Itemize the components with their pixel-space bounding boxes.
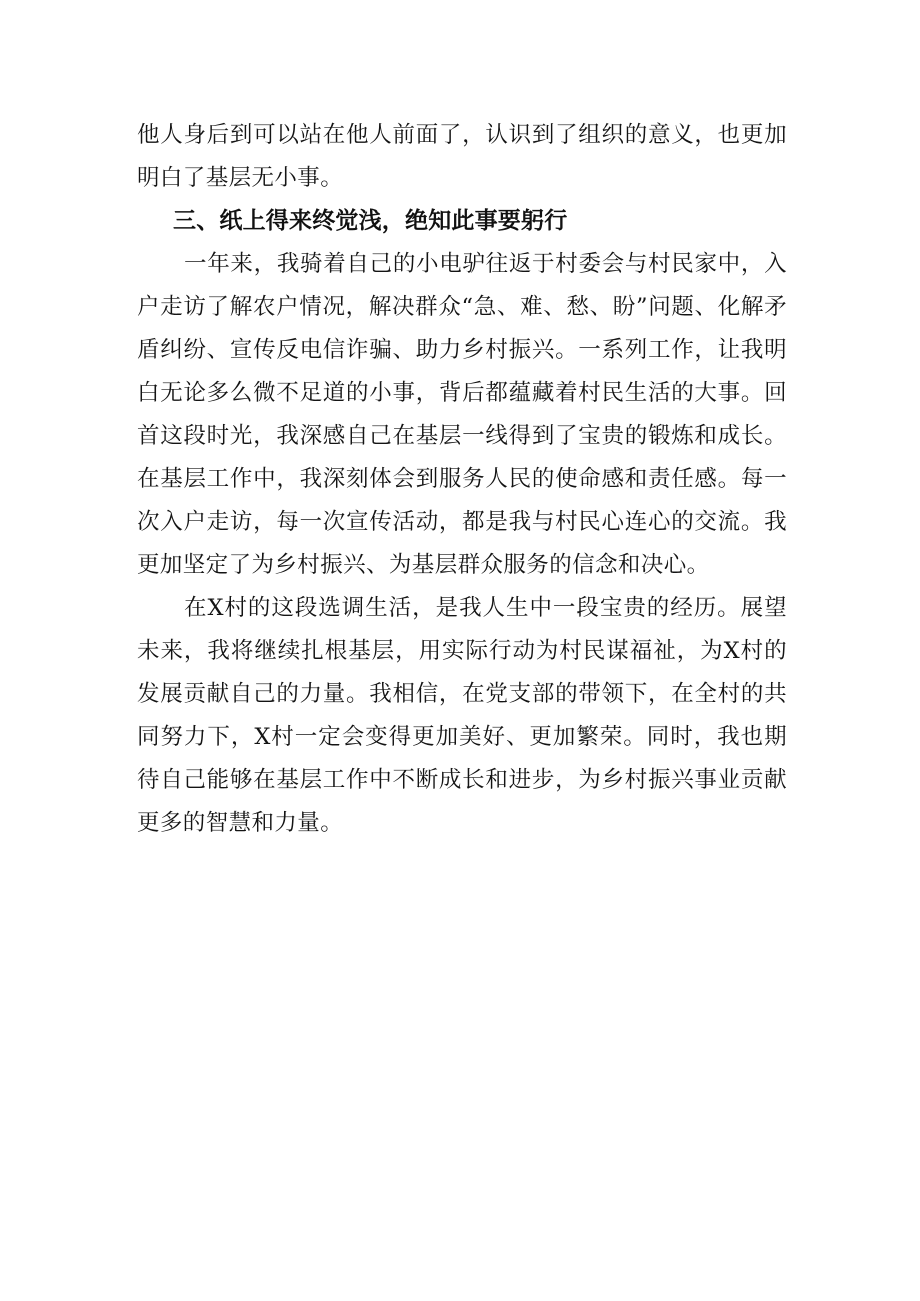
body-paragraph: 在X村的这段选调生活，是我人生中一段宝贵的经历。展望未来，我将继续扎根基层，用实际行动为村民谋福祉，为X村的发展贡献自己的力量。我相信，在党支部的带领下，在全村的共同努力下，X村一定会变得更加美好、更加繁荣。同时，我也期待自己能够在基层工作中不断成长和进步，为乡村振兴事业贡献更多的智慧和力量。: [137, 595, 787, 836]
document-body: [137, 114, 787, 845]
continuation-paragraph: 他人身后到可以站在他人前面了，认识到了组织的意义，也更加明白了基层无小事。: [137, 122, 787, 191]
section-heading: 三、纸上得来终觉浅，绝知此事要躬行: [173, 208, 568, 234]
body-paragraph: 一年来，我骑着自己的小电驴往返于村委会与村民家中，入户走访了解农户情况，解决群众“急、难、愁、盼”问题、化解矛盾纠纷、宣传反电信诈骗、助力乡村振兴。一系列工作，让我明白无论多么微不足道的小事，背后都蕴藏着村民生活的大事。回首这段时光，我深感自己在基层一线得到了宝贵的锻炼和成长。在基层工作中，我深刻体会到服务人民的使命感和责任感。每一次入户走访，每一次宣传活动，都是我与村民心连心的交流。我更加坚定了为乡村振兴、为基层群众服务的信念和决心。: [137, 251, 787, 578]
